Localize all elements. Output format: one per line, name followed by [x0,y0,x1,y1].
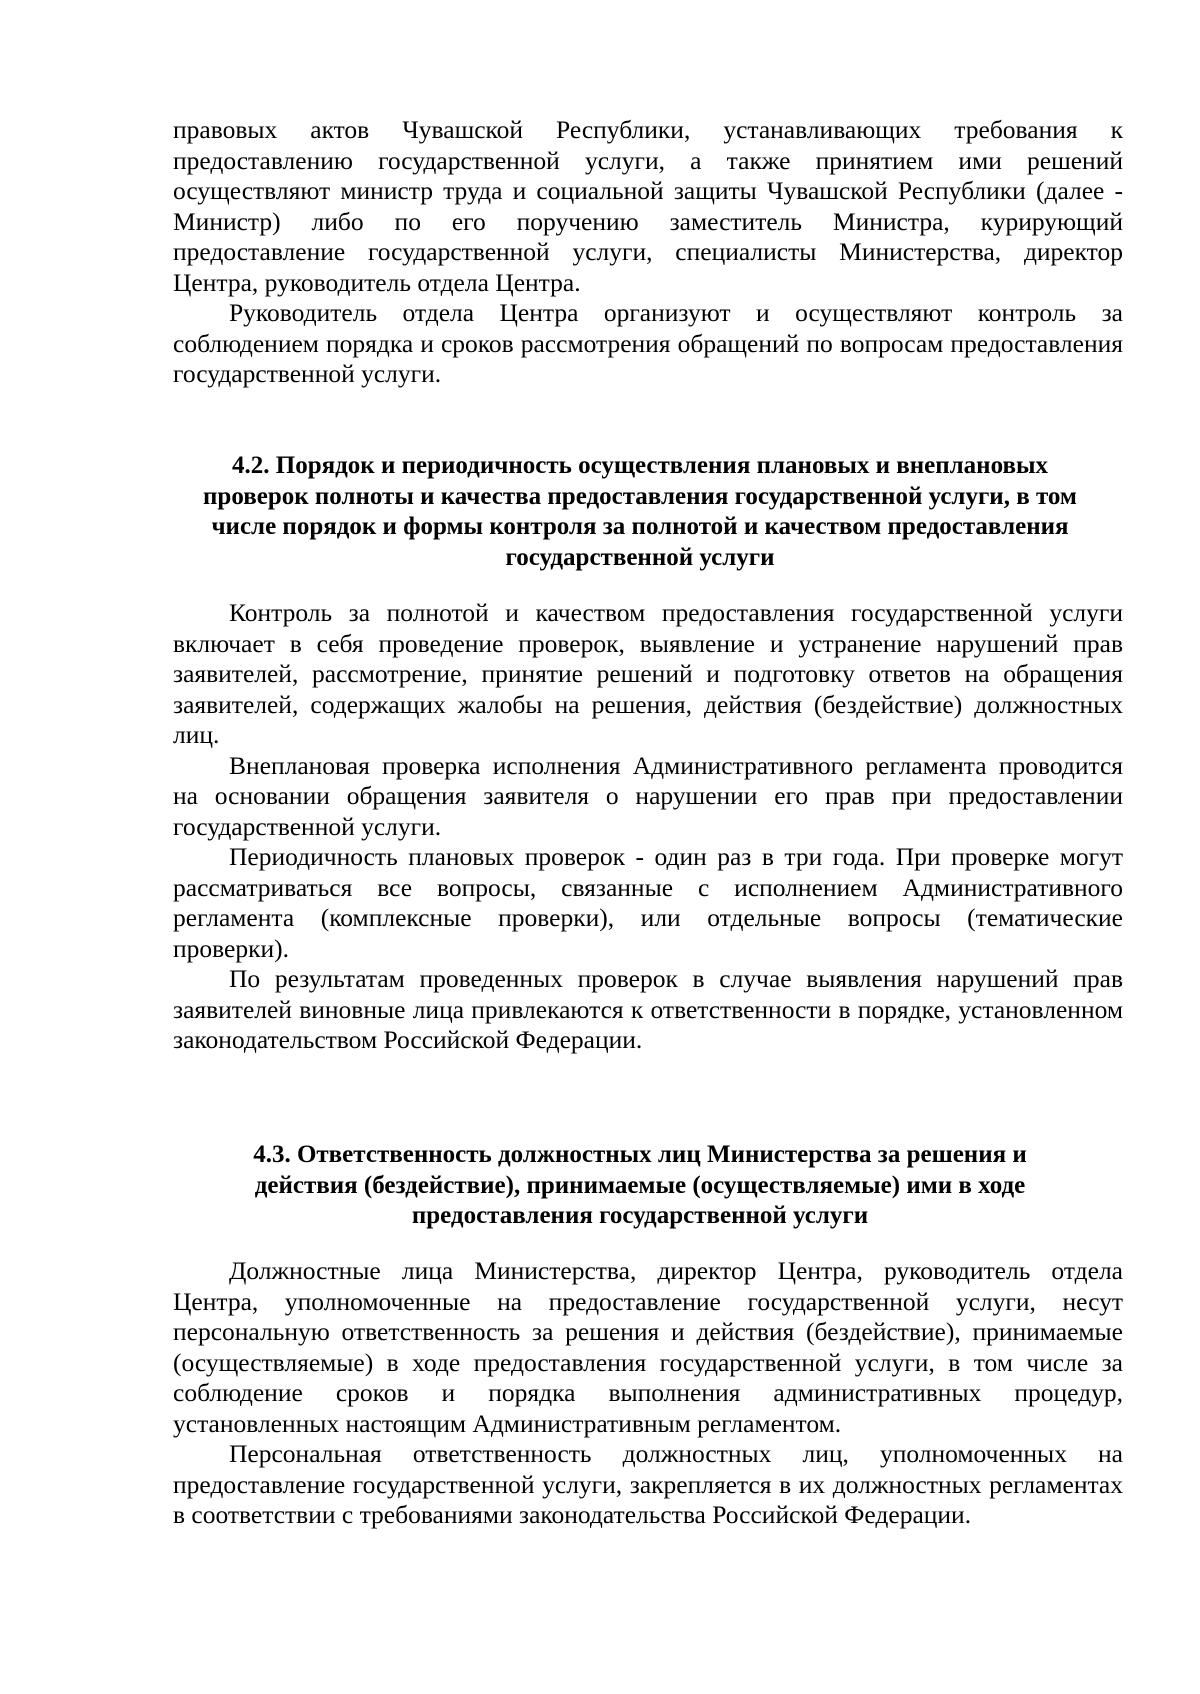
heading-line: предоставления государственной услуги [411,1202,869,1229]
section-heading-4-3 [160,1140,1120,1232]
paragraph: Должностные лица Министерства, директор Центра, руководитель отдела Центра, уполномоченные на предоставление государственной услуги, несут персональную ответственность за решения и действия (бездействие), принимаемые (осуществляемые) в ходе предоставления государственной услуги, в том числе за соблюдение сроков и порядка выполнения административных процедур, установленных настоящим Административным регламентом. [173,1256,1123,1438]
paragraph: Периодичность плановых проверок - один раз в три года. При проверке могут рассматриваться все вопросы, связанные с исполнением Административного регламента (комплексные проверки), или отдельные вопросы (тематические проверки). [173,842,1123,963]
heading-line: действия (бездействие), принимаемые (осуществляемые) ими в ходе [254,1171,1026,1199]
section-heading-4-2 [160,451,1120,573]
heading-line: проверок полноты и качества предоставления государственной услуги, в том [203,482,1077,510]
paragraph: По результатам проведенных проверок в случае выявления нарушений прав заявителей виновные лица привлекаются к ответственности в порядке, установленном законодательством Российской Федерации. [173,964,1123,1054]
section-4-3-body [173,1256,1123,1531]
section-4-2-body [173,598,1123,1056]
paragraph: правовых актов Чувашской Республики, устанавливающих требования к предоставлению государственной услуги, а также принятием ими решений осуществляют министр труда и социальной защиты Чувашской Республики (далее - Министр) либо по его поручению заместитель Министра, курирующий предоставление государственной услуги, специалисты Министерства, директор Центра, руководитель отдела Центра. [173,115,1123,297]
heading-line: 4.3. Ответственность должностных лиц Министерства за решения и [253,1141,1027,1168]
heading-line: государственной услуги [505,543,775,571]
paragraph: Контроль за полнотой и качеством предоставления государственной услуги включает в себя проведение проверок, выявление и устранение нарушений прав заявителей, рассмотрение, принятие решений и подготовку ответов на обращения заявителей, содержащих жалобы на решения, действия (бездействие) должностных лиц. [173,598,1123,749]
paragraph: Руководитель отдела Центра организуют и осуществляют контроль за соблюдением порядка и сроков рассмотрения обращений по вопросам предоставления государственной услуги. [173,298,1123,388]
paragraph: Персональная ответственность должностных лиц, уполномоченных на предоставление государственной услуги, закрепляется в их должностных регламентах в соответствии с требованиями законодательства Российской Федерации. [173,1439,1123,1529]
heading-line: 4.2. Порядок и периодичность осуществления плановых и внеплановых [232,452,1048,479]
continuation-text [173,115,1123,390]
heading-line: числе порядок и формы контроля за полнотой и качеством предоставления [211,513,1069,540]
paragraph: Внеплановая проверка исполнения Административного регламента проводится на основании обращения заявителя о нарушении его прав при предоставлении государственной услуги. [173,750,1123,841]
